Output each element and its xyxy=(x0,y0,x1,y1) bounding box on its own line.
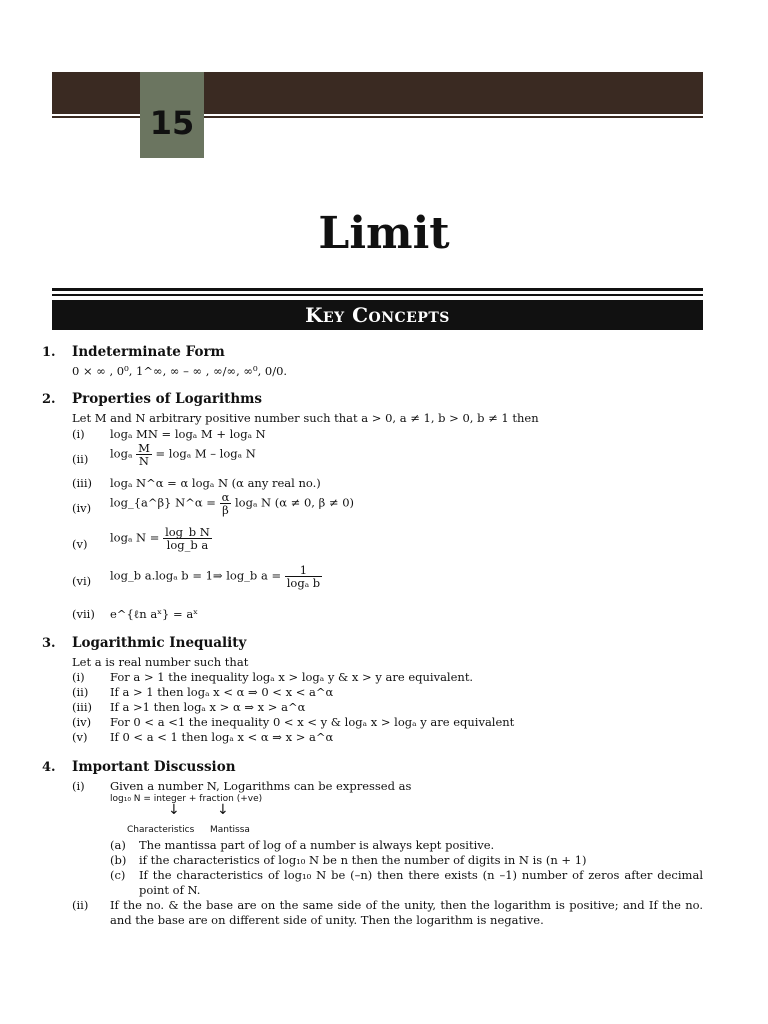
change-of-base-rule xyxy=(110,526,212,551)
log-product-rule: logₐ MN = logₐ M + logₐ N xyxy=(110,427,266,441)
item-label: (iii) xyxy=(72,476,93,490)
item-label: (c) xyxy=(110,868,126,882)
item-label: (vi) xyxy=(72,574,92,588)
discussion-item: If the no. & the base are on the same side of the unity, then the logarithm is positive; and If the no. and the base are on different side of unity. Then the logarithm is negative. xyxy=(110,898,703,927)
section-number: 4. xyxy=(42,760,56,775)
section-number: 2. xyxy=(42,392,56,407)
arrow-down-icon: ↓ xyxy=(217,802,229,818)
divider xyxy=(52,294,703,296)
fraction xyxy=(285,564,322,589)
inequality-item: If a >1 then logₐ x > α ⇒ x > a^α xyxy=(110,700,306,714)
section-title: Important Discussion xyxy=(72,759,236,775)
item-label: (i) xyxy=(72,779,85,793)
item-label: (ii) xyxy=(72,685,89,699)
section-title: Properties of Logarithms xyxy=(72,391,263,407)
section-number: 3. xyxy=(42,636,56,651)
denominator: log_b a xyxy=(166,538,209,553)
discussion-item: Given a number N, Logarithms can be expressed as xyxy=(110,779,412,793)
key-concepts-heading: Key Concepts xyxy=(305,303,450,327)
section-title: Indeterminate Form xyxy=(72,344,225,360)
item-label: (b) xyxy=(110,853,127,867)
denominator: logₐ b xyxy=(286,576,321,591)
formula-text: logₐ N = xyxy=(110,530,160,545)
item-label: (a) xyxy=(110,838,126,852)
formula-text: = logₐ M – logₐ N xyxy=(155,446,256,461)
divider xyxy=(52,288,703,291)
inequality-item: If 0 < a < 1 then logₐ x < α ⇒ x > a^α xyxy=(110,730,334,744)
log-base-power-rule xyxy=(110,491,354,516)
fraction xyxy=(220,491,232,516)
section-intro: Let M and N arbitrary positive number such that a > 0, a ≠ 1, b > 0, b ≠ 1 then xyxy=(72,411,539,425)
item-label: (vii) xyxy=(72,607,95,621)
arrow-down-icon: ↓ xyxy=(168,802,180,818)
inequality-item: For a > 1 the inequality logₐ x > logₐ y & x > y are equivalent. xyxy=(110,670,474,684)
indeterminate-forms: 0 × ∞ , 0⁰, 1^∞, ∞ – ∞ , ∞/∞, ∞⁰, 0/0. xyxy=(72,364,288,378)
formula-text: logₐ N (α ≠ 0, β ≠ 0) xyxy=(235,495,354,510)
formula-text: log_{a^β} N^α = xyxy=(110,495,216,510)
discussion-subitem: If the characteristics of log₁₀ N be (–n) then there exists (n –1) number of zeros after decimal point of N. xyxy=(139,868,703,897)
item-label: (iv) xyxy=(72,501,92,515)
mantissa-label: Mantissa xyxy=(210,825,250,835)
log-power-rule: logₐ N^α = α logₐ N (α any real no.) xyxy=(110,476,321,490)
formula-text: log_b a.logₐ b = 1⇒ log_b a = xyxy=(110,568,282,583)
fraction xyxy=(163,526,212,551)
chapter-number: 15 xyxy=(149,104,195,142)
item-label: (iii) xyxy=(72,700,93,714)
formula-text: logₐ xyxy=(110,446,133,461)
reciprocal-log-rule xyxy=(110,564,322,589)
item-label: (i) xyxy=(72,427,85,441)
exponential-log-identity: e^{ℓn aˣ} = aˣ xyxy=(110,607,199,621)
fraction xyxy=(136,442,152,467)
section-intro: Let a is real number such that xyxy=(72,655,249,669)
numerator: α xyxy=(221,490,230,504)
item-label: (v) xyxy=(72,537,88,551)
chapter-title: Limit xyxy=(318,208,450,259)
numerator: 1 xyxy=(285,564,322,577)
item-label: (ii) xyxy=(72,898,89,912)
item-label: (v) xyxy=(72,730,88,744)
log-quotient-rule xyxy=(110,442,256,467)
inequality-item: If a > 1 then logₐ x < α ⇒ 0 < x < a^α xyxy=(110,685,334,699)
item-label: (ii) xyxy=(72,452,89,466)
item-label: (iv) xyxy=(72,715,92,729)
section-title: Logarithmic Inequality xyxy=(72,635,247,651)
log-decomposition-formula: log₁₀ N = integer + fraction (+ve) xyxy=(110,794,263,804)
denominator: β xyxy=(222,503,229,518)
item-label: (i) xyxy=(72,670,85,684)
discussion-subitem: The mantissa part of log of a number is always kept positive. xyxy=(139,838,495,852)
numerator: M xyxy=(138,441,150,455)
denominator: N xyxy=(138,454,149,469)
discussion-subitem: if the characteristics of log₁₀ N be n then the number of digits in N is (n + 1) xyxy=(139,853,587,867)
inequality-item: For 0 < a <1 the inequality 0 < x < y & logₐ x > logₐ y are equivalent xyxy=(110,715,515,729)
section-number: 1. xyxy=(42,345,56,360)
characteristics-label: Characteristics xyxy=(127,825,195,835)
numerator: log_b N xyxy=(165,525,210,539)
